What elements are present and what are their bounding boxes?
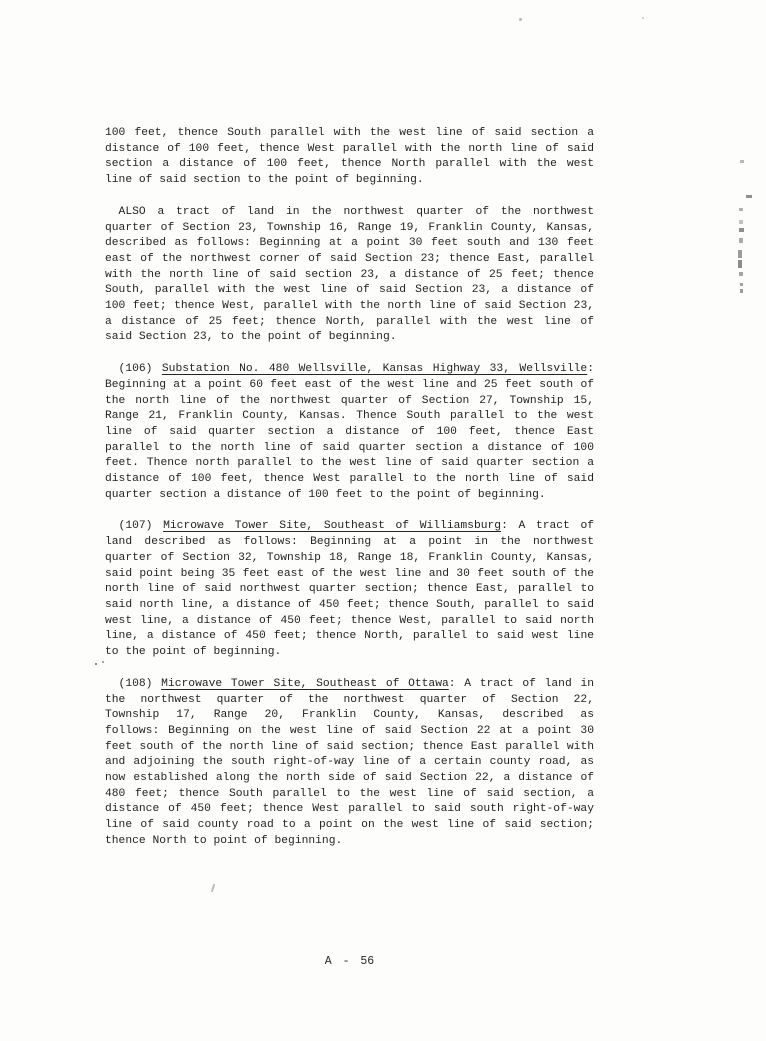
text-line: quarter of Section 32, Township 18, Range 18, Franklin County, Kansas, xyxy=(105,551,594,564)
item-number: (107) xyxy=(118,520,153,533)
scan-mark xyxy=(739,220,743,224)
text-line: Range 21, Franklin County, Kansas. Thence South parallel to the west xyxy=(105,410,594,423)
text-line: a distance of 25 feet; thence North, parallel with the west line of xyxy=(105,315,594,328)
item-heading: (107) Microwave Tower Site, Southeast of Williamsburg: A tract of xyxy=(118,520,595,533)
text-line: east of the northwest corner of said Section 23; thence East, parallel xyxy=(105,252,594,265)
text-line: described as follows: Beginning at a point 30 feet south and 130 feet xyxy=(105,237,594,250)
text-line: distance of 100 feet, thence West parallel to the north line of said xyxy=(105,473,594,486)
scan-mark xyxy=(739,228,744,232)
text-line: the northwest quarter of the northwest quarter of Section 22, xyxy=(105,693,594,706)
scan-mark xyxy=(740,289,743,293)
text-line: South, parallel with the west line of said Section 23, a distance of xyxy=(105,284,594,297)
text-line: land described as follows: Beginning at a point in the northwest xyxy=(105,536,594,549)
item-107 xyxy=(105,519,594,660)
text-line: 100 feet, thence South parallel with the west line of said section a xyxy=(105,127,594,139)
text-line: line of said section to the point of beginning. xyxy=(105,174,424,187)
page-number: A - 56 xyxy=(324,955,375,968)
text-line: ALSO a tract of land in the northwest quarter of the northwest xyxy=(118,205,594,218)
text-line: quarter section a distance of 100 feet to the point of beginning. xyxy=(105,488,546,501)
scan-speck xyxy=(642,17,644,19)
item-heading-tail: A tract of land in xyxy=(464,677,595,690)
item-title: Substation No. 480 Wellsville, Kansas Highway 33, Wellsville xyxy=(161,363,588,376)
scan-mark xyxy=(738,250,742,258)
text-line: said north line, a distance of 450 feet; thence South, parallel to said xyxy=(105,598,594,611)
text-line: north line of said northwest quarter section; thence East, parallel to xyxy=(105,583,594,596)
text-line: feet south of the north line of said section; thence East parallel with xyxy=(105,740,594,753)
text-line: line, a distance of 450 feet; thence North, parallel to said west line xyxy=(105,630,594,643)
paragraph-1 xyxy=(105,126,594,189)
text-line: to the point of beginning. xyxy=(105,646,282,659)
text-line: feet. Thence north parallel to the west line of said quarter section a xyxy=(105,457,594,470)
text-line: parallel to the north line of said quarter section a distance of 100 xyxy=(105,441,594,454)
text-line: now established along the north side of said Section 22, a distance of xyxy=(105,772,594,785)
item-title: Microwave Tower Site, Southeast of Ottawa xyxy=(161,677,449,690)
item-heading-tail: A tract of xyxy=(518,520,595,533)
item-title: Microwave Tower Site, Southeast of Williamsburg xyxy=(163,520,502,533)
text-line: Township 17, Range 20, Franklin County, Kansas, described as xyxy=(105,709,594,722)
item-heading: (108) Microwave Tower Site, Southeast of Ottawa: A tract of land in xyxy=(118,677,595,690)
scan-speck xyxy=(519,18,522,21)
text-line: thence North to point of beginning. xyxy=(105,834,343,847)
text-line: the north line of the northwest quarter of Section 27, Township 15, xyxy=(105,394,594,407)
scan-mark xyxy=(746,195,752,198)
text-line: said point being 35 feet east of the west line and 30 feet south of the xyxy=(105,567,594,580)
text-line: with the north line of said section 23, a distance of 25 feet; thence xyxy=(105,268,594,281)
scan-mark xyxy=(739,208,743,211)
scan-mark xyxy=(211,884,215,892)
text-line: follows: Beginning on the west line of said Section 22 at a point 30 xyxy=(105,724,594,737)
text-line: distance of 450 feet; thence West parallel to said south right-of-way xyxy=(105,803,594,816)
item-108 xyxy=(105,677,594,850)
text-line: 100 feet; thence West, parallel with the north line of said Section 23, xyxy=(105,300,594,313)
scan-mark xyxy=(739,272,743,276)
item-number: (106) xyxy=(118,363,153,376)
text-line: and adjoining the south right-of-way line of a certain county road, as xyxy=(105,756,594,769)
text-line: line of said quarter section a distance of 100 feet, thence East xyxy=(105,425,594,438)
text-line: 480 feet; thence South parallel to the west line of said section, a xyxy=(105,787,594,800)
text-line: Beginning at a point 60 feet east of the west line and 25 feet south of xyxy=(105,378,594,391)
document-body xyxy=(105,126,594,850)
text-line: said Section 23, to the point of beginning. xyxy=(105,331,397,344)
scan-mark xyxy=(738,260,742,268)
item-number: (108) xyxy=(118,677,153,690)
scan-mark xyxy=(739,238,743,243)
text-line: section a distance of 100 feet, thence North parallel with the west xyxy=(105,158,594,171)
scan-mark xyxy=(102,661,104,663)
text-line: distance of 100 feet, thence West parallel with the north line of said xyxy=(105,142,594,155)
scan-mark xyxy=(740,160,744,163)
scan-mark xyxy=(740,283,743,286)
item-106 xyxy=(105,362,594,503)
text-line: line of said county road to a point on the west line of said section; xyxy=(105,819,594,832)
item-heading: (106) Substation No. 480 Wellsville, Kansas Highway 33, Wellsville: xyxy=(118,363,594,376)
scan-mark xyxy=(95,663,97,665)
paragraph-2 xyxy=(105,205,594,346)
text-line: west line, a distance of 450 feet; thence West, parallel to said north xyxy=(105,614,594,627)
text-line: quarter of Section 23, Township 16, Range 19, Franklin County, Kansas, xyxy=(105,221,594,234)
